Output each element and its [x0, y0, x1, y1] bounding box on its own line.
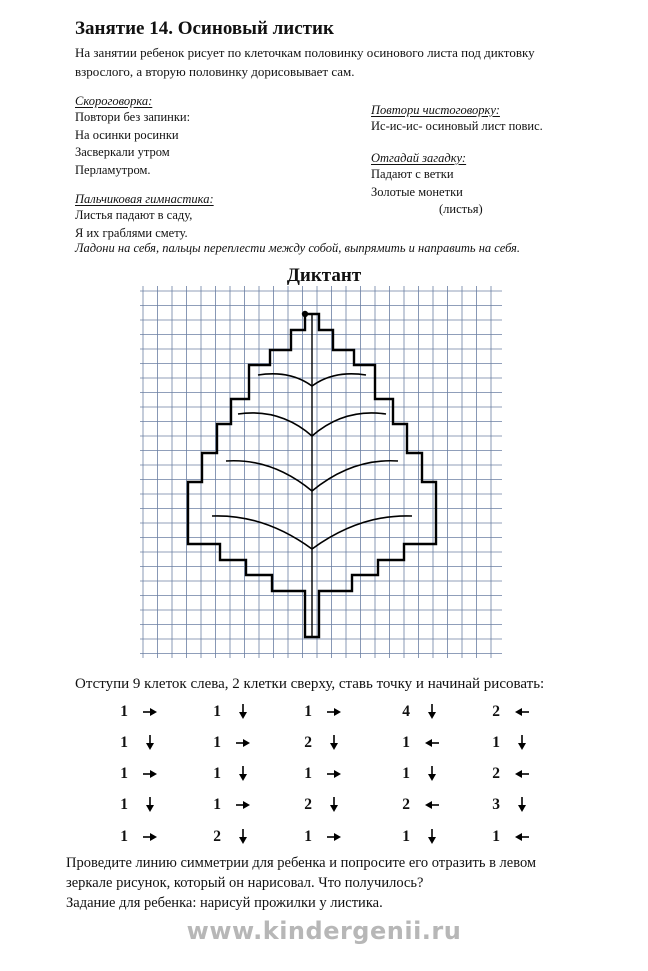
step-count: 1: [402, 734, 410, 751]
pure-phrase-block: [371, 103, 543, 136]
step-cell: [302, 794, 342, 816]
arrow-right-icon: [326, 829, 342, 845]
step-cell: [211, 826, 251, 848]
step-cell: [118, 763, 158, 785]
bottom-line: Проведите линию симметрии для ребенка и попросите его отразить в левом: [66, 855, 537, 871]
step-count: 1: [402, 765, 410, 782]
leaf-drawing: [188, 311, 436, 637]
arrow-right-icon: [326, 766, 342, 782]
step-count: 2: [492, 703, 500, 720]
arrow-down-icon: [424, 829, 440, 845]
finger-gym-line: Листья падают в саду,: [75, 208, 193, 222]
arrow-left-icon: [424, 735, 440, 751]
step-cell: [118, 701, 158, 723]
step-cell: [490, 701, 530, 723]
step-count: 1: [120, 703, 128, 720]
arrow-down-icon: [514, 735, 530, 751]
step-cell: [118, 826, 158, 848]
arrow-right-icon: [142, 766, 158, 782]
step-count: 1: [213, 703, 221, 720]
arrow-right-icon: [326, 704, 342, 720]
arrow-down-icon: [326, 735, 342, 751]
step-count: 1: [213, 765, 221, 782]
step-count: 3: [492, 796, 500, 813]
steps-instruction: Отступи 9 клеток слева, 2 клетки сверху, ставь точку и начинай рисовать:: [75, 676, 545, 692]
riddle-heading: Отгадай загадку:: [371, 151, 467, 165]
step-count: 2: [304, 796, 312, 813]
step-cell: [211, 701, 251, 723]
step-count: 2: [402, 796, 410, 813]
tongue-twister-heading: Скороговорка:: [75, 94, 153, 108]
bottom-line: зеркале рисунок, который он нарисовал. Что получилось?: [66, 875, 424, 891]
arrow-down-icon: [514, 797, 530, 813]
step-cell: [400, 732, 440, 754]
website-footer[interactable]: www.kindergenii.ru: [186, 917, 462, 945]
arrow-down-icon: [424, 766, 440, 782]
step-cell: [211, 763, 251, 785]
start-dot: [302, 311, 308, 317]
step-count: 1: [213, 734, 221, 751]
riddle-line: Падают с ветки: [371, 167, 454, 181]
step-cell: [400, 794, 440, 816]
step-cell: [302, 701, 342, 723]
step-count: 1: [402, 828, 410, 845]
arrow-down-icon: [235, 704, 251, 720]
riddle-line: Золотые монетки: [371, 184, 463, 199]
step-count: 4: [402, 703, 410, 720]
step-cell: [211, 732, 251, 754]
step-cell: [400, 701, 440, 723]
arrow-down-icon: [235, 829, 251, 845]
bottom-text: [66, 853, 626, 913]
step-count: 1: [120, 796, 128, 813]
step-count: 1: [120, 765, 128, 782]
step-count: 1: [492, 734, 500, 751]
step-cell: [211, 794, 251, 816]
step-count: 2: [304, 734, 312, 751]
tongue-twister-line: На осинки росинки: [75, 127, 179, 142]
step-count: 2: [213, 828, 221, 845]
tongue-twister-line: Перламутром.: [75, 162, 151, 177]
dictant-title: Диктант: [286, 265, 362, 286]
step-count: 1: [304, 765, 312, 782]
step-cell: [490, 763, 530, 785]
arrow-left-icon: [424, 797, 440, 813]
step-count: 1: [492, 828, 500, 845]
arrow-right-icon: [142, 704, 158, 720]
step-cell: [490, 826, 530, 848]
riddle-answer: (листья): [439, 202, 483, 216]
step-count: 2: [492, 765, 500, 782]
pure-phrase-heading: Повтори чистоговорку:: [371, 103, 500, 117]
arrow-right-icon: [142, 829, 158, 845]
arrow-right-icon: [235, 735, 251, 751]
tongue-twister-line: Засверкали утром: [75, 145, 170, 159]
arrow-down-icon: [424, 704, 440, 720]
arrow-down-icon: [235, 766, 251, 782]
arrow-left-icon: [514, 704, 530, 720]
tongue-twister-line: Повтори без запинки:: [75, 110, 191, 124]
step-cell: [490, 732, 530, 754]
bottom-line: Задание для ребенка: нарисуй прожилки у листика.: [66, 895, 383, 911]
step-count: 1: [304, 703, 312, 720]
arrow-down-icon: [142, 797, 158, 813]
riddle-block: [371, 151, 483, 219]
arrow-down-icon: [142, 735, 158, 751]
step-cell: [118, 732, 158, 754]
arrow-left-icon: [514, 829, 530, 845]
dictation-grid: [140, 286, 505, 661]
tongue-twister-block: [75, 94, 190, 179]
step-cell: [400, 763, 440, 785]
page-title: Занятие 14. Осиновый листик: [75, 18, 334, 39]
grid-lines: [140, 286, 502, 658]
step-count: 1: [304, 828, 312, 845]
step-cell: [490, 794, 530, 816]
step-cell: [118, 794, 158, 816]
arrow-down-icon: [326, 797, 342, 813]
pure-phrase-line: Ис-ис-ис- осиновый лист повис.: [371, 119, 543, 133]
step-cell: [302, 826, 342, 848]
step-cell: [302, 732, 342, 754]
finger-gym-line: Я их граблями смету.: [75, 225, 188, 240]
step-cell: [400, 826, 440, 848]
intro-text: На занятии ребенок рисует по клеточкам половинку осинового листа под диктовку взрослого, а вторую половинку дорисовывает сам.: [75, 45, 535, 79]
step-cell: [302, 763, 342, 785]
arrow-left-icon: [514, 766, 530, 782]
finger-gym-instruction: Ладони на себя, пальцы переплести между собой, выпрямить и направить на себя.: [75, 241, 520, 255]
finger-gym-block: [75, 192, 214, 242]
step-count: 1: [213, 796, 221, 813]
step-count: 1: [120, 828, 128, 845]
finger-gym-heading: Пальчиковая гимнастика:: [75, 192, 214, 206]
step-count: 1: [120, 734, 128, 751]
arrow-right-icon: [235, 797, 251, 813]
